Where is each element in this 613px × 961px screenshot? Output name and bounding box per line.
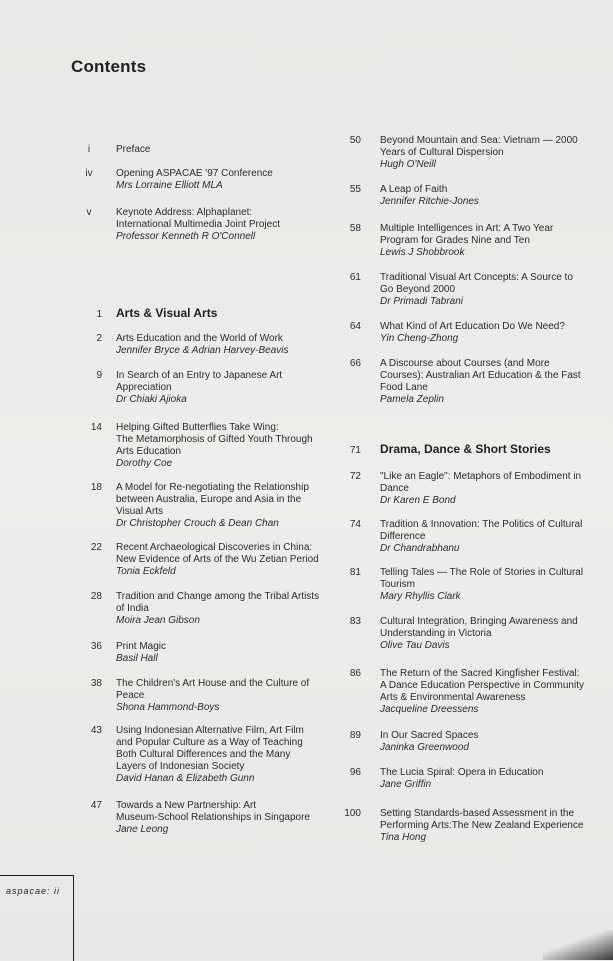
entry-author: Jane Leong [116,824,169,835]
entry-title-line: Arts Education [116,446,182,457]
entry-author: Dorothy Coe [116,458,173,469]
entry-title-line: Telling Tales — The Role of Stories in Cultural [380,567,584,578]
page-number: 71 [349,445,361,456]
entry-author: Dr Christopher Crouch & Dean Chan [116,518,279,529]
entry-title-line: New Evidence of Arts of the Wu Zetian Period [116,554,319,565]
page-number: i [87,144,91,155]
page-number: 74 [349,519,361,530]
section-title: Arts & Visual Arts [116,306,218,320]
entry-title-line: Using Indonesian Alternative Film, Art Film [116,725,304,736]
entry-title-line: In Search of an Entry to Japanese Art [116,370,283,381]
entry-author: Dr Chiaki Ajioka [116,394,187,405]
entry-author: Mary Rhyllis Clark [380,591,461,602]
entry-title-line: The Return of the Sacred Kingfisher Festival: [380,668,580,679]
page-number: 83 [349,616,361,627]
entry-title-line: Difference [380,531,426,542]
entry-title-line: Cultural Integration, Bringing Awareness and [380,616,578,627]
entry-title-line: A Discourse about Courses (and More [380,358,550,369]
page-number: 22 [90,542,102,553]
entry-title-line: Tradition and Change among the Tribal Artists [116,591,320,602]
entry-title-line: A Dance Education Perspective in Community [380,680,584,691]
page-number: 14 [90,422,102,433]
entry-author: Dr Primadi Tabrani [380,296,463,307]
entry-title-line: The Children's Art House and the Culture of [116,678,310,689]
page-number: 86 [349,668,361,679]
entry-title-line: Preface [116,144,151,155]
entry-title-line: Years of Cultural Dispersion [380,147,504,158]
entry-author: Jacqueline Dreessens [380,704,479,715]
page-number: 2 [96,333,102,344]
page-number: v [86,207,92,218]
page-number: 1 [96,309,102,320]
page-number: 100 [344,808,361,819]
entry-title-line: In Our Sacred Spaces [380,730,479,741]
entry-author: David Hanan & Elizabeth Gunn [116,773,255,784]
page-number: 38 [90,678,102,689]
entry-title-line: and Popular Culture as a Way of Teaching [116,737,303,748]
entry-title-line: Helping Gifted Butterflies Take Wing: [116,422,279,433]
page-number: 81 [349,567,361,578]
entry-title-line: The Metamorphosis of Gifted Youth Through [116,434,313,445]
entry-author: Hugh O'Neill [380,159,436,170]
entry-author: Dr Chandrabhanu [380,543,460,554]
entry-author: Basil Hall [116,653,158,664]
entry-title-line: Visual Arts [116,506,164,517]
entry-title-line: Beyond Mountain and Sea: Vietnam — 2000 [380,135,578,146]
entry-title-line: Understanding in Victoria [380,628,492,639]
entry-title-line: Food Lane [380,382,428,393]
entry-title-line: Tourism [380,579,416,590]
entry-title-line: Program for Grades Nine and Ten [380,235,530,246]
footer-box [0,875,74,961]
page-number: iv [85,168,93,179]
entry-author: Mrs Lorraine Elliott MLA [116,180,223,191]
page-number: 96 [349,767,361,778]
entry-title-line: Performing Arts:The New Zealand Experience [380,820,584,831]
entry-title-line: between Australia, Europe and Asia in the [116,494,302,505]
page-number: 18 [90,482,102,493]
footer-label: aspacae: ii [6,886,61,896]
entry-title-line: Towards a New Partnership: Art [116,800,257,811]
entry-author: Tina Hong [380,832,427,843]
entry-author: Jennifer Bryce & Adrian Harvey-Beavis [116,345,289,356]
entry-author: Professor Kenneth R O'Connell [116,231,256,242]
entry-title-line: of India [116,603,149,614]
entry-author: Yin Cheng-Zhong [380,333,459,344]
page-number: 43 [90,725,102,736]
entry-title-line: Recent Archaeological Discoveries in China: [116,542,313,553]
entry-title-line: Dance [380,483,409,494]
entry-title-line: A Model for Re-negotiating the Relationship [116,482,309,493]
entry-title-line: Setting Standards-based Assessment in the [380,808,575,819]
page-title: Contents [71,57,147,76]
entry-title-line: Arts & Environmental Awareness [380,692,526,703]
entry-author: Tonia Eckfeld [116,566,176,577]
entry-title-line: Courses): Australian Art Education & the Fast [380,370,581,381]
entry-author: Janinka Greenwood [380,742,469,753]
entry-title-line: The Lucia Spiral: Opera in Education [380,767,544,778]
entry-author: Moira Jean Gibson [116,615,200,626]
entry-title-line: Multiple Intelligences in Art: A Two Year [380,223,554,234]
page-number: 9 [96,370,102,381]
entry-author: Lewis J Shobbrook [380,247,465,258]
entry-title-line: Appreciation [116,382,172,393]
entry-author: Jane Griffin [380,779,432,790]
entry-title-line: Print Magic [116,641,167,652]
entry-author: Dr Karen E Bond [380,495,456,506]
page-number: 50 [349,135,361,146]
page-number: 28 [90,591,102,602]
page-shadow [543,930,613,960]
section-title: Drama, Dance & Short Stories [380,442,551,456]
page-number: 61 [349,272,361,283]
entry-title-line: Both Cultural Differences and the Many [116,749,291,760]
page-number: 47 [90,800,102,811]
entry-author: Jennifer Ritchie-Jones [380,196,479,207]
page-number: 72 [349,471,361,482]
entry-title-line: Tradition & Innovation: The Politics of Cultural [380,519,583,530]
page-number: 58 [349,223,361,234]
entry-title-line: Keynote Address: Alphaplanet: [116,207,253,218]
page-number: 64 [349,321,361,332]
entry-author: Shona Hammond-Boys [116,702,220,713]
entry-author: Pamela Zeplin [380,394,444,405]
entry-title-line: Opening ASPACAE '97 Conference [116,168,273,179]
page-number: 55 [349,184,361,195]
entry-title-line: Go Beyond 2000 [380,284,456,295]
page-number: 66 [349,358,361,369]
entry-title-line: Museum-School Relationships in Singapore [116,812,310,823]
entry-title-line: Traditional Visual Art Concepts: A Source to [380,272,573,283]
entry-title-line: A Leap of Faith [380,184,448,195]
entry-title-line: Layers of Indonesian Society [116,761,245,772]
page-number: 89 [349,730,361,741]
entry-title-line: "Like an Eagle": Metaphors of Embodiment in [380,471,582,482]
entry-author: Olive Tau Davis [380,640,450,651]
entry-title-line: Peace [116,690,145,701]
entry-title-line: Arts Education and the World of Work [116,333,283,344]
page-number: 36 [90,641,102,652]
entry-title-line: What Kind of Art Education Do We Need? [380,321,565,332]
entry-title-line: International Multimedia Joint Project [116,219,280,230]
